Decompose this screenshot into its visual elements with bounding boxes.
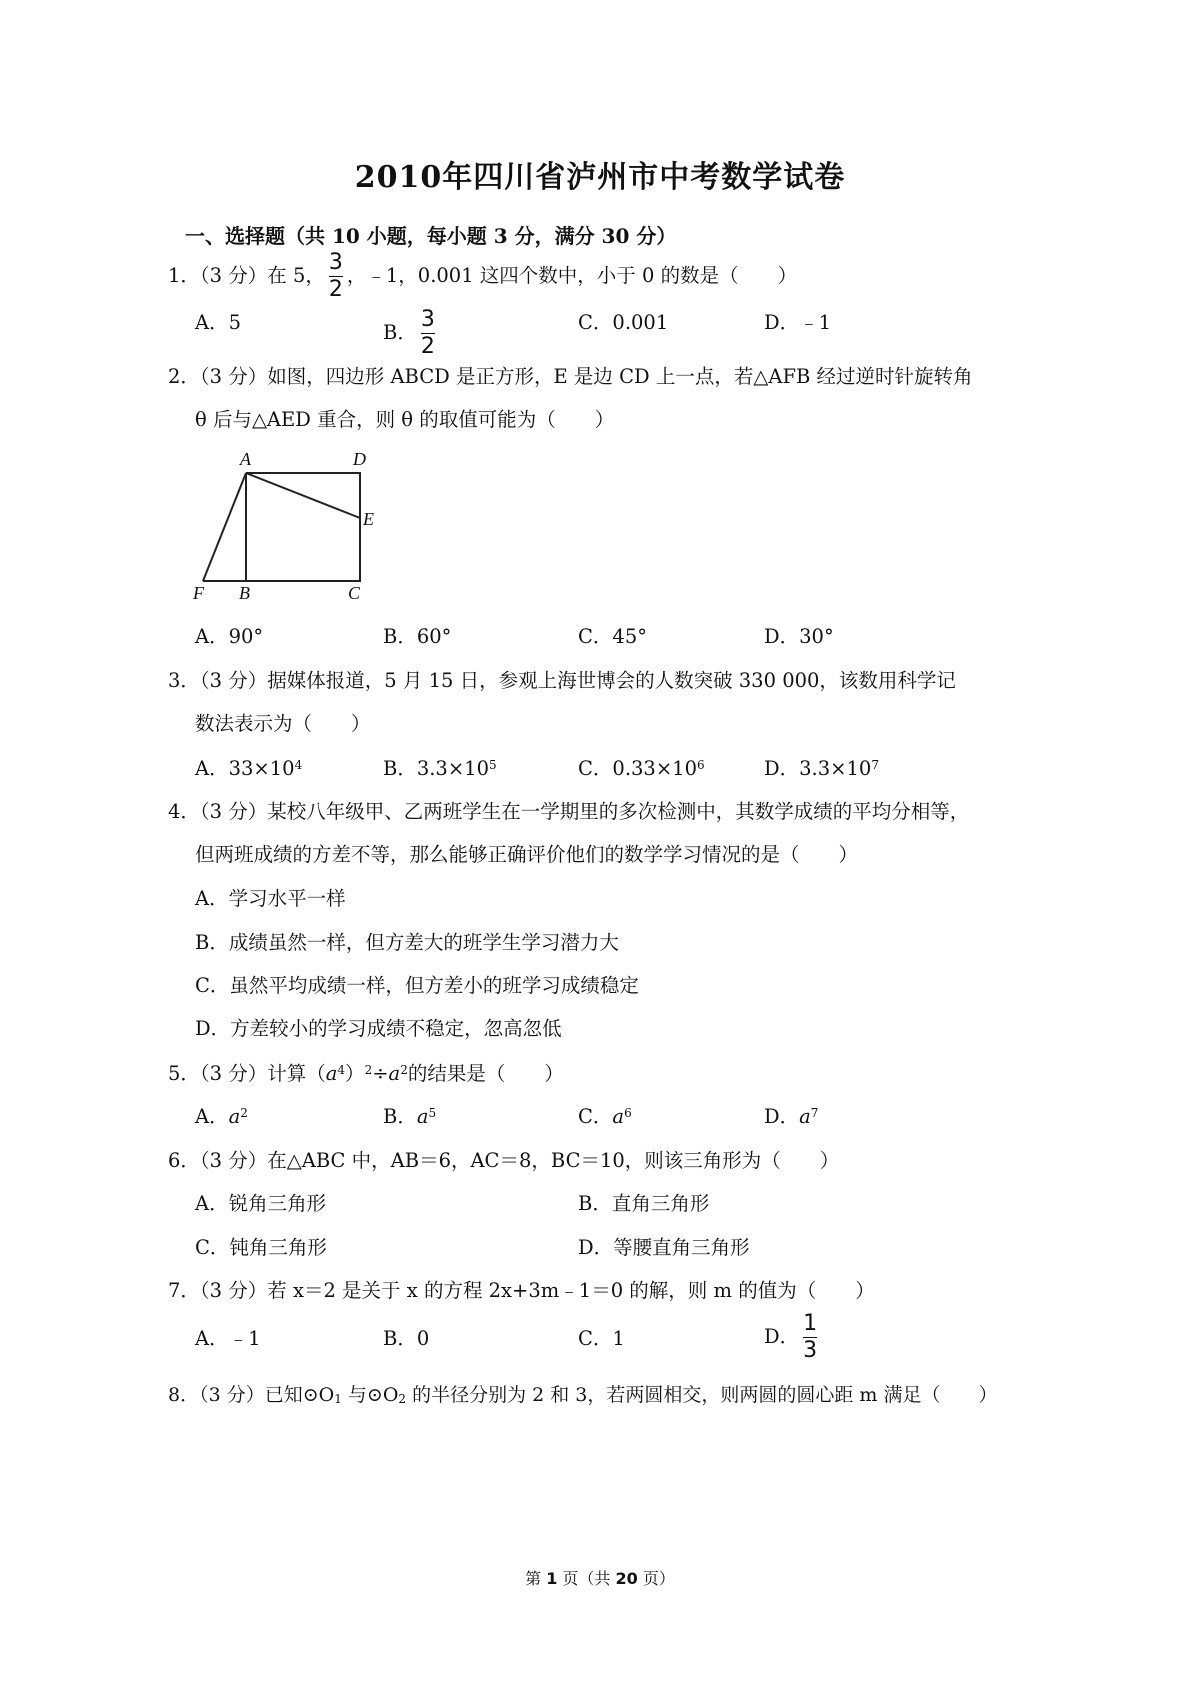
q1-b-den: 2 (420, 334, 435, 359)
q7-option-a: A．﹣1 (195, 1327, 261, 1350)
q5-exp-2: 2 (364, 1063, 373, 1077)
q2-line-2: θ 后与△AED 重合，则 θ 的取值可能为（ ） (195, 408, 615, 431)
footer-mid: 页（共 (557, 1569, 616, 1588)
q6-line: 6．（3 分）在△ABC 中，AB＝6，AC＝8，BC＝10，则该三角形为（ ） (168, 1149, 840, 1172)
q1-frac-num: 3 (328, 250, 343, 275)
q7-d-fraction (803, 1313, 817, 1362)
q3-option-b (383, 755, 497, 783)
q5-b-label: B． (383, 1105, 417, 1128)
q4-option-c: C．虽然平均成绩一样，但方差小的班学习成绩稳定 (195, 974, 639, 997)
q5-option-b (383, 1103, 436, 1131)
q1-option-c: C．0.001 (578, 311, 669, 334)
question-5 (168, 1060, 564, 1088)
q5-d-label: D． (764, 1105, 800, 1128)
q8-sub-2: 2 (398, 1392, 407, 1406)
q3-c-exp: 6 (697, 758, 705, 772)
q5-part-4: 的结果是（ ） (407, 1062, 564, 1085)
q1-fraction (329, 252, 343, 301)
page-title: 2010年四川省泸州市中考数学试卷 (354, 160, 846, 195)
q5-option-d (764, 1103, 818, 1131)
q1-suffix: ，﹣1，0.001 这四个数中，小于 0 的数是（ ） (346, 264, 798, 287)
q5-part-2: ） (345, 1062, 365, 1085)
q7-d-label: D． (764, 1325, 800, 1348)
label-b: B (239, 583, 250, 603)
label-d: D (353, 449, 366, 469)
q5-exp-1: 4 (337, 1063, 346, 1077)
footer-post: 页） (637, 1569, 675, 1588)
q3-d-exp: 7 (871, 758, 879, 772)
square-abcd (246, 473, 360, 581)
q5-var: a (325, 1062, 338, 1085)
label-a: A (240, 449, 251, 469)
q5-option-a (195, 1103, 248, 1131)
q8-part-1: 8．（3 分）已知⊙O (168, 1384, 335, 1406)
q7-line: 7．（3 分）若 x＝2 是关于 x 的方程 2x+3m﹣1＝0 的解，则 m 的值为（ ） (168, 1279, 875, 1302)
q5-a-exp: 2 (240, 1106, 248, 1120)
q6-option-a: A．锐角三角形 (195, 1192, 327, 1215)
footer-pre: 第 (525, 1569, 547, 1588)
q5-d-var: a (799, 1105, 811, 1128)
section-heading: 一、选择题（共 10 小题，每小题 3 分，满分 30 分） (185, 224, 677, 248)
q6-option-d: D．等腰直角三角形 (578, 1236, 750, 1259)
q5-part-1: 5．（3 分）计算（ (168, 1062, 326, 1085)
q1-option-a: A．5 (195, 311, 241, 334)
q2-line-1: 2．（3 分）如图，四边形 ABCD 是正方形，E 是边 CD 上一点，若△AFB 经过逆时针旋转角 (168, 365, 973, 388)
q8-part-3: 的半径分别为 2 和 3，若两圆相交，则两圆的圆心距 m 满足（ ） (406, 1384, 998, 1406)
q1-option-d: D．﹣1 (764, 311, 832, 334)
q5-c-label: C． (578, 1105, 613, 1128)
square-rotation-figure (185, 445, 385, 605)
footer-total-pages: 20 (615, 1569, 638, 1588)
q2-option-d: D．30° (764, 625, 834, 648)
q6-option-b: B．直角三角形 (578, 1192, 710, 1215)
q3-d-base: D．3.3×10 (764, 757, 872, 780)
question-8 (168, 1381, 997, 1409)
q3-b-exp: 5 (489, 758, 497, 772)
q3-option-c (578, 755, 705, 783)
q5-a-var: a (228, 1105, 241, 1128)
q5-exp-3: 2 (400, 1063, 408, 1077)
q7-option-d (764, 1313, 821, 1362)
q1-prefix: 1．（3 分）在 5， (168, 264, 325, 287)
segment-af (203, 473, 246, 581)
q5-b-var: a (416, 1105, 429, 1128)
q4-line-2: 但两班成绩的方差不等，那么能够正确评价他们的数学学习情况的是（ ） (195, 843, 859, 866)
q1-option-b-fraction (421, 309, 435, 358)
q5-var-2: a (388, 1062, 401, 1085)
q3-line-2: 数法表示为（ ） (195, 712, 371, 735)
label-f: F (193, 583, 204, 603)
q2-option-a: A．90° (195, 625, 264, 648)
q3-a-base: A．33×10 (195, 757, 295, 780)
footer-page-number: 1 (546, 1569, 558, 1588)
q3-b-base: B．3.3×10 (383, 757, 489, 780)
q5-b-exp: 5 (428, 1106, 437, 1120)
label-e: E (363, 509, 374, 529)
q5-c-var: a (612, 1105, 625, 1128)
q4-option-a: A．学习水平一样 (195, 887, 346, 910)
q3-option-d (764, 755, 879, 783)
q1-option-b-label: B． (383, 321, 417, 344)
q7-d-den: 3 (803, 1338, 818, 1363)
q4-line-1: 4．（3 分）某校八年级甲、乙两班学生在一学期里的多次检测中，其数学成绩的平均分相等， (168, 800, 970, 823)
q3-line-1: 3．（3 分）据媒体报道，5 月 15 日，参观上海世博会的人数突破 330 000，该数用科学记 (168, 669, 956, 692)
q1-option-b (383, 309, 439, 358)
q3-c-base: C．0.33×10 (578, 757, 697, 780)
q7-option-c: C．1 (578, 1327, 625, 1350)
question-1 (168, 252, 797, 301)
q8-sub-1: 1 (334, 1392, 342, 1406)
q5-d-exp: 7 (810, 1106, 819, 1120)
q4-option-d: D．方差较小的学习成绩不稳定，忽高忽低 (195, 1017, 562, 1040)
q5-c-exp: 6 (624, 1106, 632, 1120)
label-c: C (348, 583, 361, 603)
q1-frac-den: 2 (328, 277, 343, 302)
page-footer (0, 1566, 1200, 1589)
q2-option-c: C．45° (578, 625, 647, 648)
q2-option-b: B．60° (383, 625, 452, 648)
q5-part-3: ÷ (372, 1062, 389, 1085)
q3-a-exp: 4 (294, 758, 303, 772)
q7-d-num: 1 (803, 1311, 818, 1336)
q8-part-2: 与⊙O (341, 1384, 399, 1406)
q1-b-num: 3 (420, 307, 435, 332)
q5-option-c (578, 1103, 632, 1131)
q4-option-b: B．成绩虽然一样，但方差大的班学生学习潜力大 (195, 931, 619, 954)
q5-a-label: A． (195, 1105, 229, 1128)
segment-ae (246, 473, 360, 518)
q3-option-a (195, 755, 302, 783)
q7-option-b: B．0 (383, 1327, 430, 1350)
q6-option-c: C．钝角三角形 (195, 1236, 327, 1259)
